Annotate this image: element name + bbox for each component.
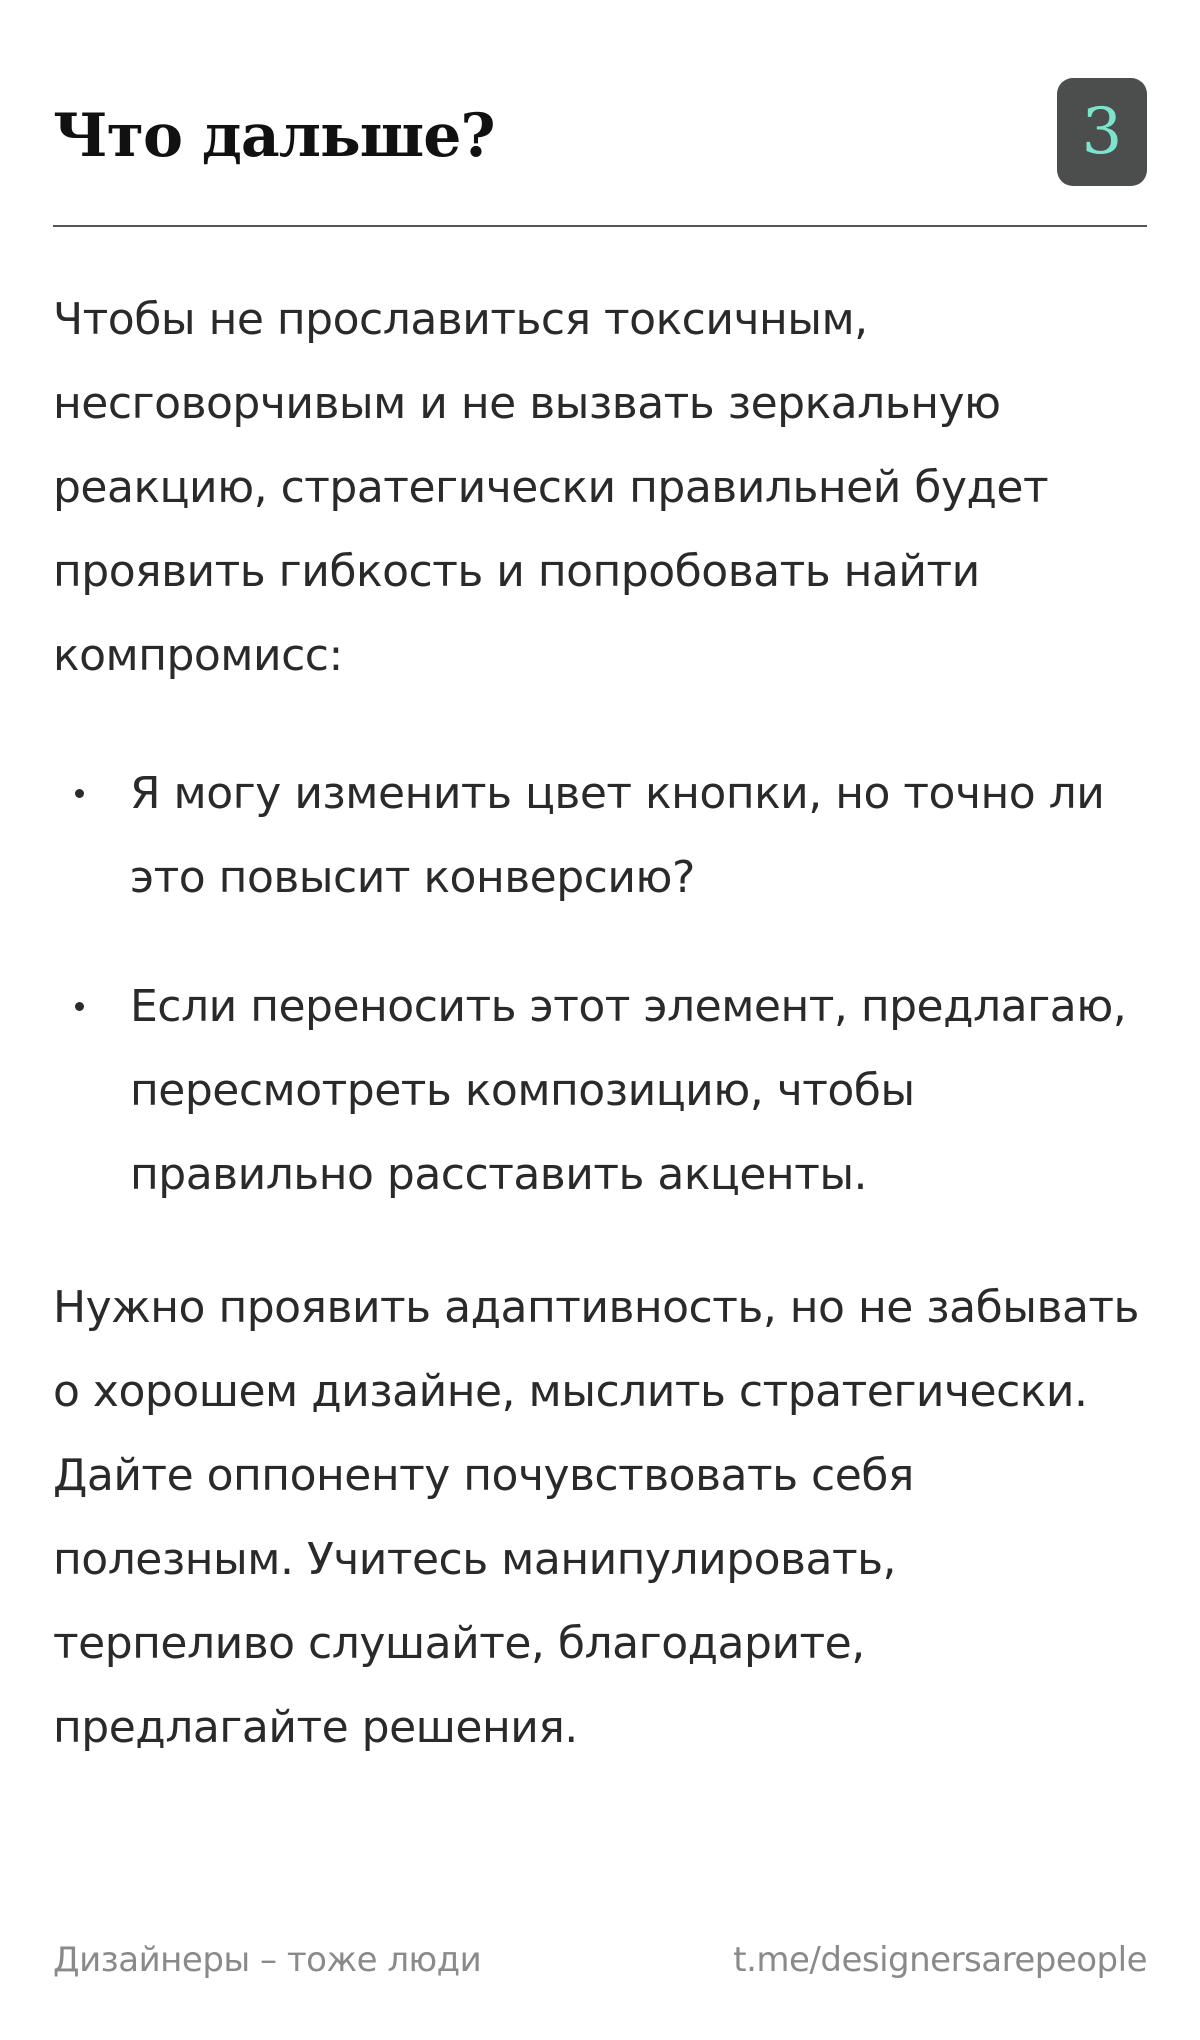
bullet-list — [53, 752, 1147, 1262]
list-item — [53, 965, 1147, 1217]
bullet-dot-icon — [75, 789, 84, 798]
intro-paragraph: Чтобы не прославиться токсичным, несговорчивым и не вызвать зеркальную реакцию, стратегически правильней будет проявить гибкость и попробовать найти компромисс: — [53, 294, 1049, 681]
header — [53, 78, 1147, 188]
page-number: 3 — [1081, 95, 1123, 169]
bullet-dot-icon — [75, 1002, 84, 1011]
footer-channel-link[interactable]: t.me/designersarepeople — [733, 1940, 1147, 1980]
header-divider — [53, 225, 1147, 227]
page-title: Что дальше? — [53, 101, 495, 171]
conclusion-paragraph: Нужно проявить адаптивность, но не забывать о хорошем дизайне, мыслить стратегически. Дайте оппоненту почувствовать себя полезным. Учитесь манипулировать, терпеливо слушайте, благодарите, предлагайте решения. — [53, 1282, 1139, 1753]
page-number-badge — [1057, 78, 1147, 186]
footer-channel-name: Дизайнеры – тоже люди — [53, 1940, 482, 1980]
bullet-text: Если переносить этот элемент, предлагаю, пересмотреть композицию, чтобы правильно расставить акценты. — [130, 981, 1127, 1200]
bullet-text: Я могу изменить цвет кнопки, но точно ли это повысит конверсию? — [130, 768, 1105, 903]
page — [53, 0, 1147, 2040]
footer — [53, 1932, 1147, 1988]
list-item — [53, 752, 1147, 920]
